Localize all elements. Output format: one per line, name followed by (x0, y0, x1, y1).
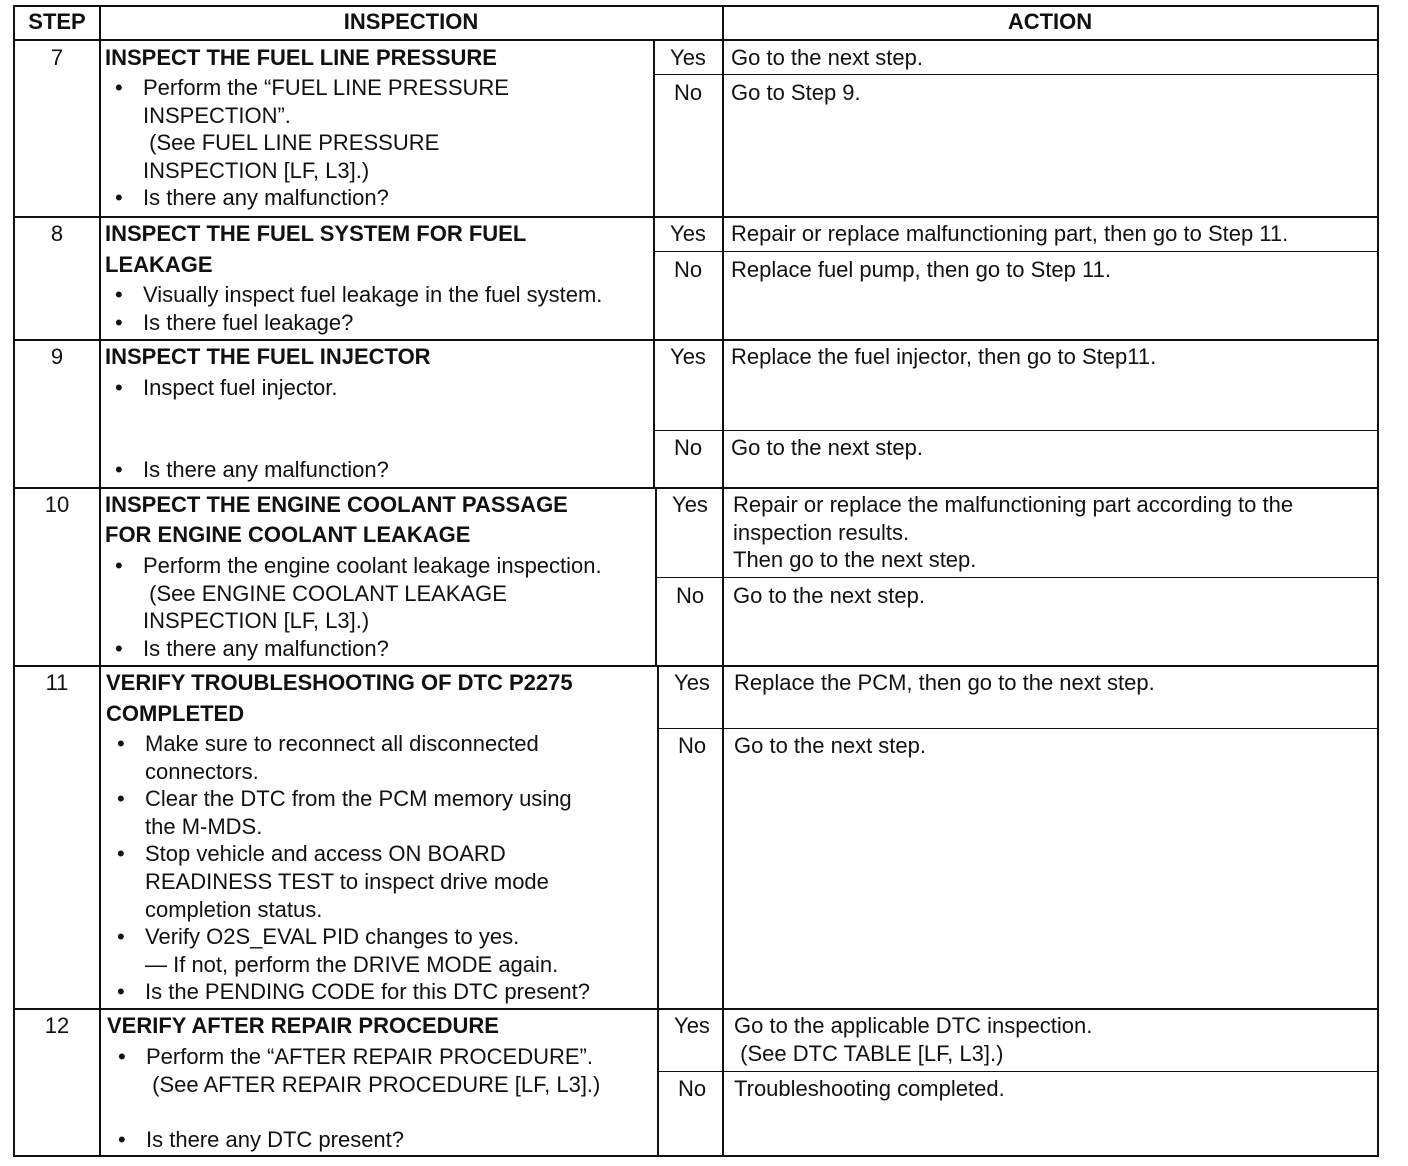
step-column-divider (99, 5, 101, 1157)
no-label: No (675, 583, 705, 608)
step-title: LEAKAGE (105, 252, 213, 277)
yes-label: Yes (670, 221, 706, 246)
inspection-item-continued: connectors. (145, 758, 259, 784)
step-number: 9 (50, 344, 64, 369)
yes-label: Yes (674, 670, 710, 695)
inspection-item: • Is the PENDING CODE for this DTC present? (107, 978, 590, 1006)
row-divider (13, 339, 1379, 341)
no-label: No (677, 733, 707, 758)
yes-no-divider (658, 728, 1379, 729)
inspection-list (105, 374, 337, 402)
header-divider (13, 39, 1379, 41)
inspection-item-continued: INSPECTION”. (143, 102, 291, 128)
inspection-list (105, 552, 602, 662)
step-title: FOR ENGINE COOLANT LEAKAGE (105, 522, 471, 547)
inspection-item: • Perform the “FUEL LINE PRESSURE (105, 74, 509, 102)
header-action: ACTION (1007, 9, 1093, 34)
inspection-item-continued: (See ENGINE COOLANT LEAKAGE (143, 580, 507, 606)
yes-no-divider (658, 1071, 1379, 1072)
inspection-item: • Perform the engine coolant leakage inspection. (105, 552, 602, 580)
step-title: INSPECT THE ENGINE COOLANT PASSAGE (105, 492, 568, 517)
header-inspection: INSPECTION (343, 9, 479, 34)
row-divider (13, 1008, 1379, 1010)
inspection-item: • Is there fuel leakage? (105, 309, 602, 337)
inspection-item: • Perform the “AFTER REPAIR PROCEDURE”. (108, 1043, 600, 1071)
no-label: No (673, 80, 703, 105)
step-number: 7 (50, 45, 64, 70)
inspection-list (107, 730, 590, 1006)
no-label: No (673, 257, 703, 282)
yes-action: Repair or replace malfunctioning part, then go to Step 11. (731, 221, 1289, 246)
inspection-item-continued: — If not, perform the DRIVE MODE again. (145, 951, 559, 977)
yes-label: Yes (670, 344, 706, 369)
step-title: VERIFY AFTER REPAIR PROCEDURE (107, 1013, 499, 1038)
no-action: Go to the next step. (733, 583, 926, 608)
inspection-list (108, 1043, 600, 1098)
inspection-item-continued: the M-MDS. (145, 813, 263, 839)
step-title: COMPLETED (106, 701, 245, 726)
inspection-list (105, 74, 509, 212)
yesno-divider (657, 666, 659, 1008)
row-divider (13, 665, 1379, 667)
step-number: 12 (44, 1013, 70, 1038)
yes-no-divider (654, 430, 1379, 431)
inspection-item: • Make sure to reconnect all disconnected (107, 730, 590, 758)
no-label: No (677, 1076, 707, 1101)
step-title: INSPECT THE FUEL SYSTEM FOR FUEL (105, 221, 527, 246)
inspection-item-continued: READINESS TEST to inspect drive mode (145, 868, 549, 894)
row-divider (13, 216, 1379, 218)
inspection-list (105, 281, 602, 336)
inspection-item: • Is there any malfunction? (105, 456, 389, 484)
no-action: Go to Step 9. (731, 80, 861, 105)
inspection-item-continued: INSPECTION [LF, L3].) (143, 608, 370, 634)
inspection-list (105, 456, 389, 484)
yes-action: Replace the fuel injector, then go to Step11. (731, 344, 1157, 369)
inspection-item-continued: (See AFTER REPAIR PROCEDURE [LF, L3].) (146, 1071, 601, 1097)
yes-label: Yes (670, 45, 706, 70)
inspection-item: • Clear the DTC from the PCM memory using (107, 785, 590, 813)
step-number: 11 (45, 670, 69, 695)
inspection-list (108, 1126, 404, 1154)
yes-action: Repair or replace the malfunctioning part according to the inspection results. Then go to the next step. (733, 492, 1294, 573)
inspection-item: • Stop vehicle and access ON BOARD (107, 840, 590, 868)
inspection-item-continued: INSPECTION [LF, L3].) (143, 157, 370, 183)
no-action: Go to the next step. (731, 435, 924, 460)
inspection-item: • Visually inspect fuel leakage in the fuel system. (105, 281, 602, 309)
yes-action: Replace the PCM, then go to the next step. (734, 670, 1155, 695)
yes-action: Go to the next step. (731, 45, 924, 70)
row-divider (13, 487, 1379, 489)
inspection-item: • Verify O2S_EVAL PID changes to yes. (107, 923, 590, 951)
yes-no-divider (656, 577, 1379, 578)
inspection-item: • Is there any DTC present? (108, 1126, 404, 1154)
step-number: 10 (44, 492, 70, 517)
yes-action: Go to the applicable DTC inspection. (See DTC TABLE [LF, L3].) (734, 1013, 1093, 1066)
step-title: INSPECT THE FUEL LINE PRESSURE (105, 45, 497, 70)
yes-label: Yes (674, 1013, 710, 1038)
step-number: 8 (50, 221, 64, 246)
step-title: INSPECT THE FUEL INJECTOR (105, 344, 431, 369)
inspection-item: • Inspect fuel injector. (105, 374, 337, 402)
no-action: Go to the next step. (734, 733, 927, 758)
yes-no-divider (654, 74, 1379, 75)
yes-label: Yes (672, 492, 708, 517)
header-step: STEP (28, 9, 86, 34)
no-action: Troubleshooting completed. (734, 1076, 1005, 1101)
inspection-item: • Is there any malfunction? (105, 184, 509, 212)
inspection-item-continued: (See FUEL LINE PRESSURE (143, 130, 440, 156)
inspection-item-continued: completion status. (145, 896, 323, 922)
inspection-item: • Is there any malfunction? (105, 635, 602, 663)
step-title: VERIFY TROUBLESHOOTING OF DTC P2275 (106, 670, 573, 695)
yes-no-divider (654, 251, 1379, 252)
no-label: No (673, 435, 703, 460)
no-action: Replace fuel pump, then go to Step 11. (731, 257, 1111, 282)
action-column-divider (722, 5, 724, 1157)
